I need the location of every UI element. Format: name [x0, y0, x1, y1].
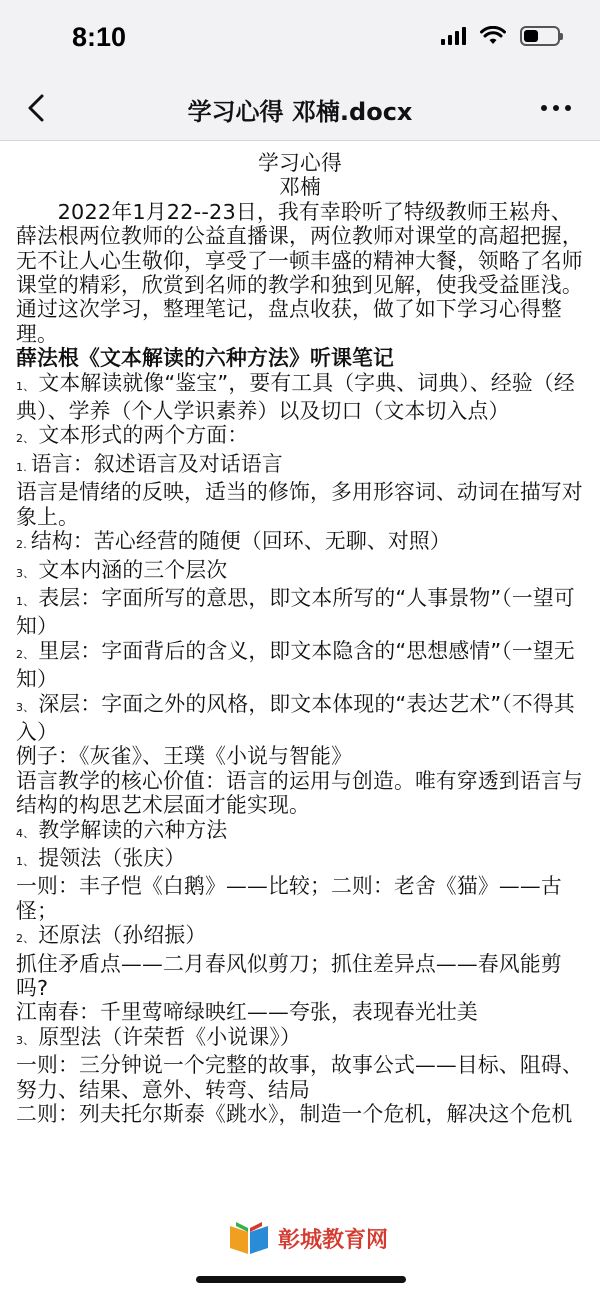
list-number: 1、 [16, 854, 35, 868]
line-text: 一则：丰子恺《白鹅》——比较；二则：老舍《猫》——古怪； [16, 874, 562, 923]
status-icons [441, 26, 560, 46]
cellular-signal-icon [441, 27, 466, 45]
doc-line [16, 1053, 584, 1102]
doc-line [16, 923, 584, 951]
doc-line [16, 952, 584, 1001]
more-button[interactable] [538, 98, 574, 118]
list-number: 2、 [16, 647, 35, 661]
line-text: 文本内涵的三个层次 [38, 557, 228, 582]
more-options-icon [538, 98, 574, 118]
list-number: 1、 [16, 594, 35, 608]
list-number: 1、 [16, 379, 35, 393]
doc-line [16, 744, 584, 768]
list-number: 2、 [16, 932, 35, 946]
line-text: 文本形式的两个方面： [38, 423, 249, 448]
doc-line [16, 1025, 584, 1053]
line-text: 原型法（许荣哲《小说课》） [38, 1024, 301, 1049]
line-text: 还原法（孙绍振） [38, 923, 207, 948]
wifi-icon [480, 26, 506, 46]
document-title: 学习心得 邓楠.docx [187, 98, 413, 126]
navigation-bar [0, 76, 600, 141]
status-bar [0, 0, 600, 76]
doc-line [16, 1000, 584, 1024]
doc-line [16, 586, 584, 639]
doc-line [16, 846, 584, 874]
line-text: 语言：叙述语言及对话语言 [30, 451, 283, 476]
doc-line [16, 480, 584, 529]
line-text: 江南春：千里莺啼绿映红——夸张，表现春光壮美 [16, 1000, 478, 1025]
list-number: 1. [16, 460, 27, 474]
line-text: 二则：列夫托尔斯泰《跳水》，制造一个危机，解决这个危机 [16, 1102, 573, 1127]
doc-line [16, 371, 584, 424]
line-text: 里层：字面背后的含义，即文本隐含的“思想感情”（一望无知） [16, 638, 575, 692]
doc-line [16, 692, 584, 745]
doc-intro: 2022年1月22--23日，我有幸聆听了特级教师王崧舟、薛法根两位教师的公益直播课，两位教师对课堂的高超把握，无不让人心生敬仰，享受了一顿丰盛的精神大餐，领略了名师课堂的精彩，欣赏到名师的教学和独到见解，使我受益匪浅。通过这次学习，整理笔记，盘点收获，做了如下学习心得整理。 [16, 199, 583, 346]
line-text: 例子：《灰雀》、王璞《小说与智能》 [16, 744, 353, 769]
doc-line [16, 529, 584, 557]
line-text: 语言教学的核心价值：语言的运用与创造。唯有穿透到语言与结构的构思艺术层面才能实现。 [16, 768, 583, 818]
book-logo-icon [226, 1218, 272, 1258]
document-content[interactable] [0, 141, 600, 1298]
list-number: 3、 [16, 700, 35, 714]
line-text: 深层：字面之外的风格，即文本体现的“表达艺术”（不得其入） [16, 691, 575, 744]
line-text: 抓住矛盾点——二月春风似剪刀；抓住差异点——春风能剪吗? [16, 951, 562, 1000]
list-number: 3、 [16, 1033, 35, 1047]
line-text: 文本解读就像“鉴宝”，要有工具（字典、词典）、经验（经典）、学养（个人学识素养）以及切口（文本切入点） [16, 370, 575, 424]
line-text: 表层：字面所写的意思，即文本所写的“人事景物”（一望可知） [16, 585, 575, 639]
doc-author: 邓楠 [279, 175, 321, 200]
line-text: 教学解读的六种方法 [38, 817, 228, 842]
status-time: 8:10 [72, 22, 127, 52]
list-number: 4、 [16, 826, 35, 840]
doc-lines [16, 371, 584, 1127]
watermark [226, 1218, 388, 1258]
doc-line [16, 452, 584, 480]
battery-icon [520, 26, 560, 46]
doc-title: 学习心得 [258, 151, 342, 175]
line-text: 语言是情绪的反映，适当的修饰，多用形容词、动词在描写对象上。 [16, 480, 583, 529]
doc-heading: 薛法根《文本解读的六种方法》听课笔记 [16, 346, 394, 371]
doc-line [16, 818, 584, 846]
list-number: 2. [16, 538, 27, 552]
doc-line [16, 639, 584, 692]
line-text: 结构：苦心经营的随便（回环、无聊、对照） [30, 529, 451, 554]
doc-line [16, 558, 584, 586]
doc-line [16, 874, 584, 923]
list-number: 3、 [16, 566, 35, 580]
doc-line [16, 1102, 584, 1126]
line-text: 一则：三分钟说一个完整的故事，故事公式——目标、阻碍、努力、结果、意外、转弯、结局 [16, 1053, 583, 1102]
list-number: 2、 [16, 432, 35, 446]
doc-line [16, 769, 584, 818]
watermark-text: 彰城教育网 [278, 1227, 389, 1253]
line-text: 提领法（张庆） [38, 845, 186, 870]
doc-line [16, 423, 584, 451]
home-indicator[interactable] [196, 1276, 406, 1283]
